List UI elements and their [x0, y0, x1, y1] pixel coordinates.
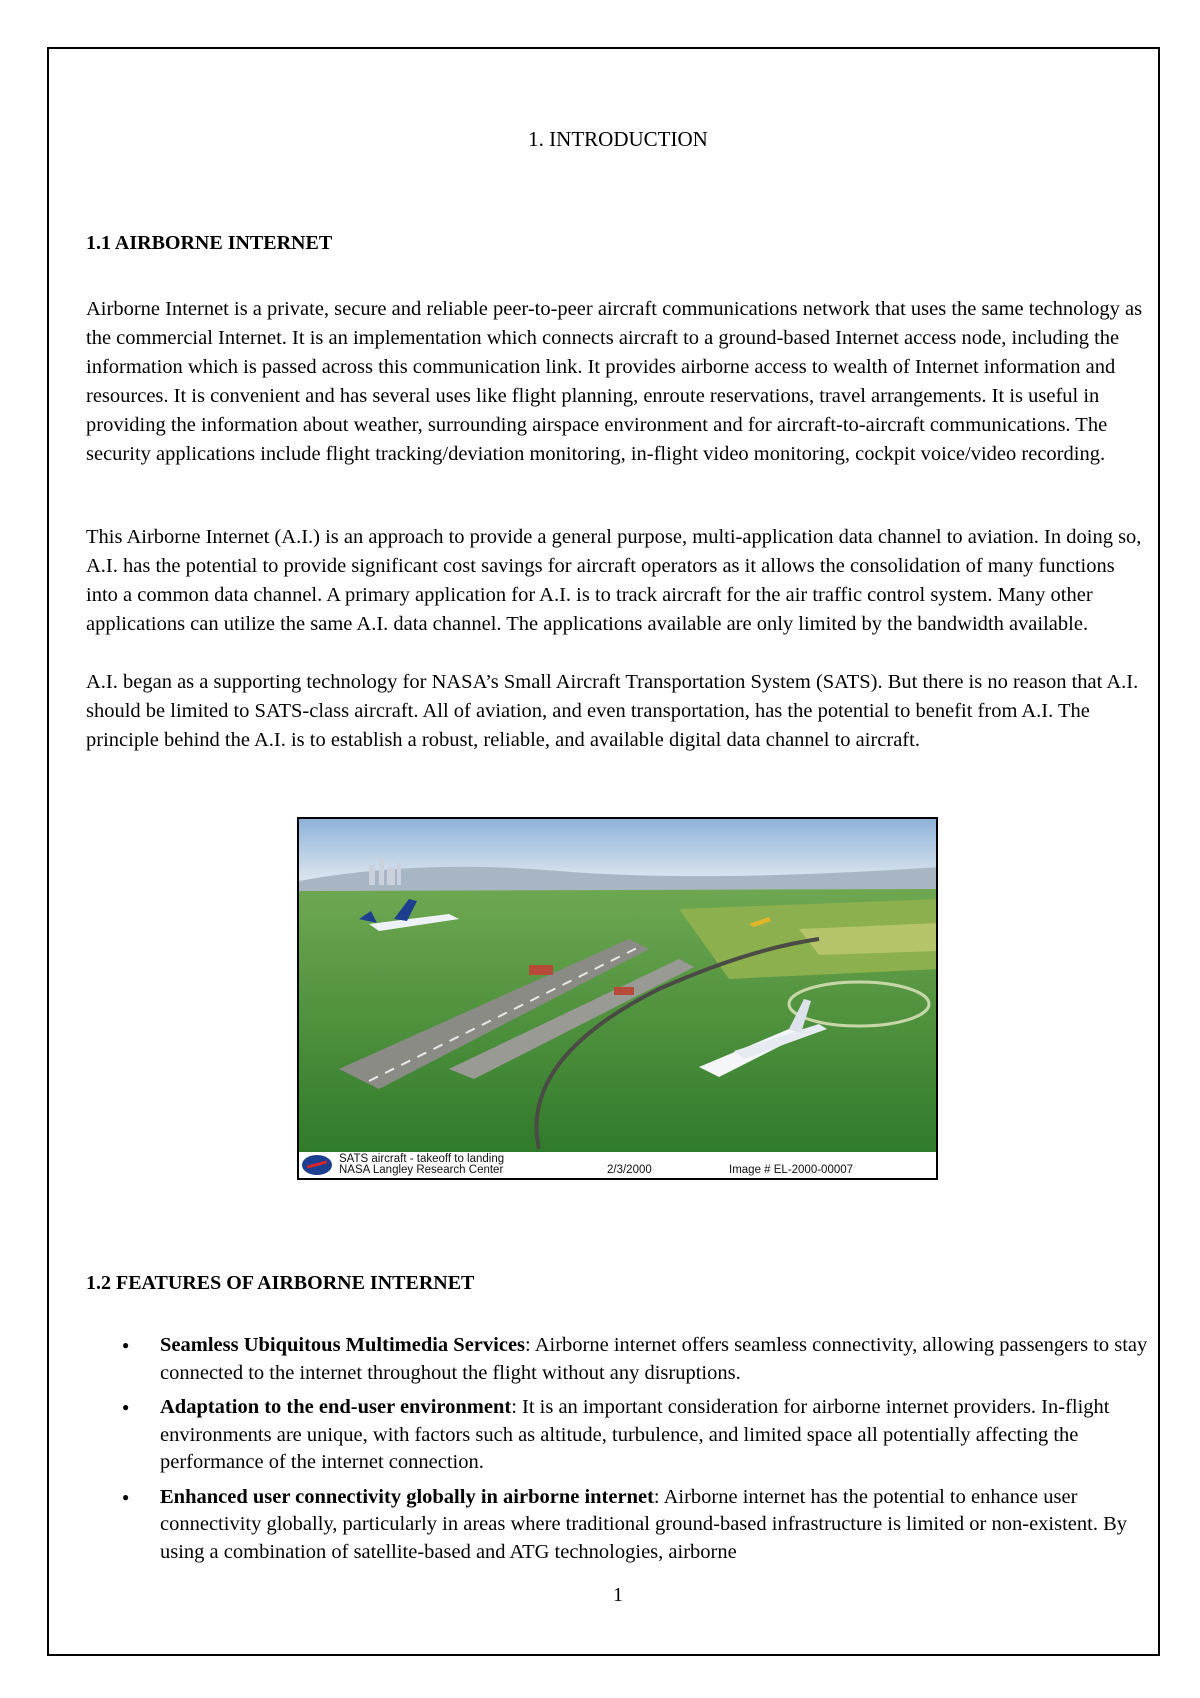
- figure-caption-date: 2/3/2000: [607, 1164, 652, 1176]
- section-heading-airborne-internet: 1.1 AIRBORNE INTERNET: [86, 232, 333, 254]
- feature-item-title: Enhanced user connectivity globally in airborne internet: [160, 1485, 654, 1508]
- feature-item: [86, 1484, 1150, 1567]
- section-heading-features: 1.2 FEATURES OF AIRBORNE INTERNET: [86, 1272, 475, 1294]
- figure-caption-image-id: Image # EL-2000-00007: [729, 1164, 854, 1176]
- sats-illustration: [299, 819, 938, 1156]
- chapter-title: 1. INTRODUCTION: [528, 127, 708, 151]
- figure-caption-line-1: SATS aircraft - takeoff to landing: [339, 1153, 505, 1165]
- feature-item-text: : Airborne internet has the potential to enhance user connectivity globally, particularly in areas where traditional ground-based infrastructure is limited or non-existent. By using a combination of satellite-based and ATG technologies, airborne: [160, 1485, 1128, 1563]
- feature-item: [86, 1394, 1150, 1477]
- features-list: [86, 1332, 1150, 1573]
- figure-caption-text: [339, 1154, 504, 1176]
- hangar-building: [614, 987, 634, 995]
- sats-airport-figure: [297, 817, 938, 1180]
- feature-item-text: : Airborne internet offers seamless connectivity, allowing passengers to stay connected to the internet throughout the flight without any disruptions.: [160, 1334, 1148, 1384]
- feature-item-title: Adaptation to the end-user environment: [160, 1396, 512, 1418]
- nasa-logo-icon: [302, 1155, 332, 1175]
- feature-item-title: Seamless Ubiquitous Multimedia Services: [160, 1334, 526, 1356]
- feature-item: [86, 1332, 1150, 1387]
- figure-caption-line-2: NASA Langley Research Center: [339, 1164, 504, 1176]
- page-number: 1: [613, 1584, 623, 1606]
- paragraph-ai-sats: A.I. began as a supporting technology for NASA’s Small Aircraft Transportation System (SATS). But there is no reason that A.I. should be limited to SATS-class aircraft. All of aviation, and even transportation, has the potential to benefit from A.I. The principle behind the A.I. is to establish a robust, reliable, and available digital data channel to aircraft.: [86, 671, 1139, 751]
- paragraph-ai-approach: This Airborne Internet (A.I.) is an approach to provide a general purpose, multi-application data channel to aviation. In doing so, A.I. has the potential to provide significant cost savings for aircraft operators as it allows the consolidation of many functions into a common data channel. A primary application for A.I. is to track aircraft for the air traffic control system. Many other applications can utilize the same A.I. data channel. The applications available are only limited by the bandwidth available.: [86, 526, 1142, 635]
- figure-caption-bar: [299, 1152, 936, 1178]
- paragraph-intro: Airborne Internet is a private, secure and reliable peer-to-peer aircraft communications network that uses the same technology as the commercial Internet. It is an implementation which connects aircraft to a ground-based Internet access node, including the information which is passed across this communication link. It provides airborne access to wealth of Internet information and resources. It is convenient and has several uses like flight planning, enroute reservations, travel arrangements. It is useful in providing the information about weather, surrounding airspace environment and for aircraft-to-aircraft communications. The security applications include flight tracking/deviation monitoring, in-flight video monitoring, cockpit voice/video recording.: [86, 298, 1143, 465]
- feature-item-text: : It is an important consideration for airborne internet providers. In-flight environments are unique, with factors such as altitude, turbulence, and limited space all potentially affecting the performance of the internet connection.: [160, 1396, 1110, 1473]
- terminal-building: [529, 965, 553, 975]
